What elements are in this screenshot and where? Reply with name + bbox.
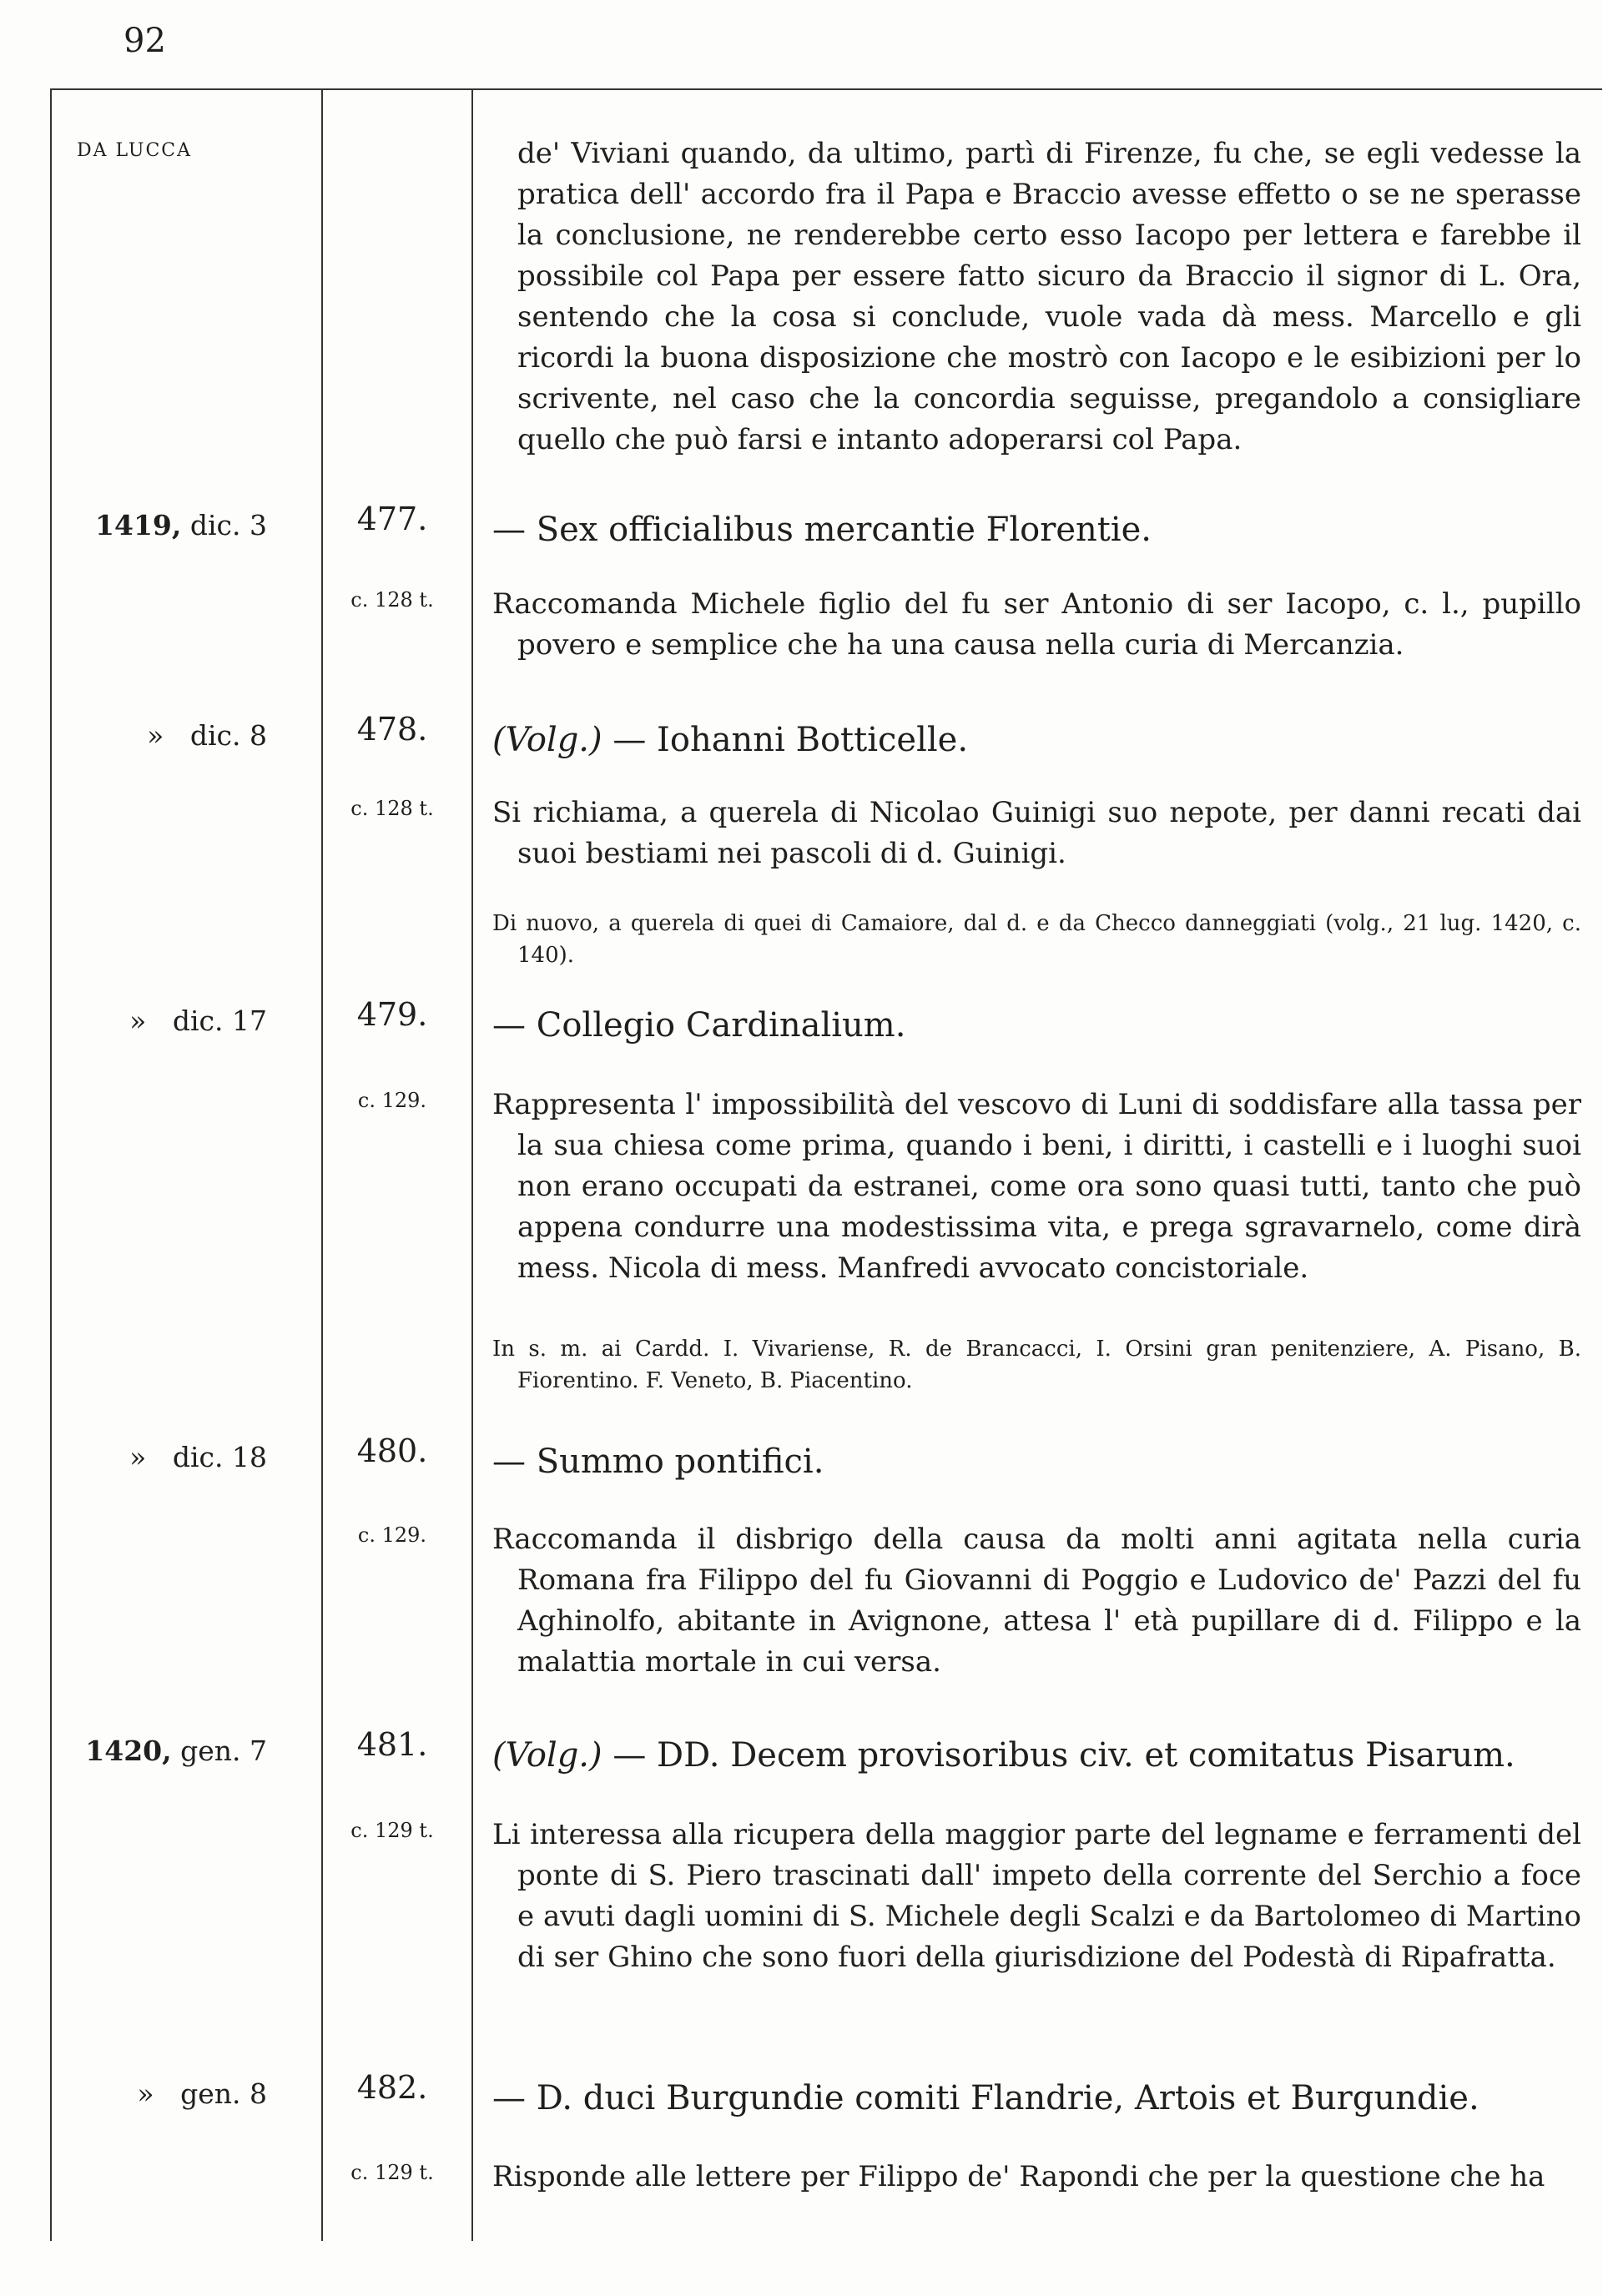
entry-note: Di nuovo, a querela di quei di Camaiore, dal d. e da Checco danneggiati (volg., 21 lug. 1420, c. 140). bbox=[492, 911, 1581, 968]
entry-text: Raccomanda Michele figlio del fu ser Antonio di ser Iacopo, c. l., pupillo povero e semplice che ha una causa nella curia di Mercanzia. bbox=[492, 587, 1581, 662]
entry-date: 1419, dic. 3 bbox=[95, 509, 267, 541]
entry-number: 480. bbox=[356, 1432, 428, 1469]
entry-number: 481. bbox=[356, 1726, 428, 1763]
entry-date: 1420, gen. 7 bbox=[85, 1735, 267, 1767]
entry-text: Si richiama, a querela di Nicolao Guinigi suo nepote, per danni recati dai suoi bestiami nei pascoli di d. Guinigi. bbox=[492, 796, 1581, 870]
entry-date: » dic. 18 bbox=[129, 1441, 267, 1473]
column-divider bbox=[471, 88, 473, 2241]
column-label: DA LUCCA bbox=[77, 140, 193, 161]
entry-date: » dic. 8 bbox=[147, 719, 267, 752]
entry-ref: c. 129 t. bbox=[350, 1819, 434, 1842]
entry-ref: c. 129 t. bbox=[350, 2161, 434, 2184]
continuation-text: de' Viviani quando, da ultimo, partì di Firenze, fu che, se egli vedesse la pratica dell' accordo fra il Papa e Braccio avesse effetto o se ne sperasse la conclusione, ne renderebbe certo esso Iacopo per lettera e farebbe il possibile col Papa per essere fatto sicuro da Braccio il signor di L. Ora, sentendo che la cosa si conclude, vuole vada dà mess. Marcello e gli ricordi la buona disposizione che mostrò con Iacopo e le esibizioni per lo scrivente, nel caso che la concordia seguisse, pregandolo a consigliare quello che può farsi e intanto adoperarsi col Papa. bbox=[517, 137, 1581, 456]
entry-date: » dic. 17 bbox=[129, 1004, 267, 1037]
column-divider bbox=[321, 88, 323, 2241]
entry-ref: c. 129. bbox=[357, 1089, 427, 1112]
entry-ref: c. 128 t. bbox=[350, 797, 434, 820]
entry-title: (Volg.) — DD. Decem provisoribus civ. et comitatus Pisarum. bbox=[492, 1736, 1515, 1775]
entry-date: » gen. 8 bbox=[137, 2077, 267, 2110]
entry-number: 482. bbox=[356, 2069, 428, 2106]
entry-title: — Sex officialibus mercantie Florentie. bbox=[492, 511, 1152, 549]
top-rule bbox=[50, 88, 1602, 90]
entry-number: 477. bbox=[356, 501, 428, 537]
entry-text: Risponde alle lettere per Filippo de' Rapondi che per la questione che ha bbox=[492, 2160, 1545, 2193]
entry-title: — D. duci Burgundie comiti Flandrie, Artois et Burgundie. bbox=[492, 2079, 1479, 2117]
entry-text: Li interessa alla ricupera della maggior parte del legname e ferramenti del ponte di S. Piero trascinati dall' impeto della corrente del Serchio a foce e avuti dagli uomini di S. Michele degli Scalzi e da Bartolomeo di Martino di ser Ghino che sono fuori della giurisdizione del Podestà di Ripafratta. bbox=[492, 1818, 1581, 1974]
column-divider bbox=[50, 88, 52, 2241]
entry-number: 478. bbox=[356, 711, 428, 748]
entry-title: (Volg.) — Iohanni Botticelle. bbox=[492, 721, 969, 759]
entry-number: 479. bbox=[356, 996, 428, 1033]
entry-title: — Summo pontifici. bbox=[492, 1443, 824, 1481]
entry-note: In s. m. ai Cardd. I. Vivariense, R. de Brancacci, I. Orsini gran penitenziere, A. Pisano, B. Fiorentino. F. Veneto, B. Piacentino. bbox=[492, 1337, 1581, 1393]
entry-text: Rappresenta l' impossibilità del vescovo di Luni di soddisfare alla tassa per la sua chiesa come prima, quando i beni, i diritti, i castelli e i luoghi suoi non erano occupati da estranei, come ora sono quasi tutti, tanto che può appena condurre una modestissima vita, e prega sgravarnelo, come dirà mess. Nicola di mess. Manfredi avvocato concistoriale. bbox=[492, 1088, 1581, 1285]
entry-title: — Collegio Cardinalium. bbox=[492, 1006, 906, 1045]
entry-ref: c. 128 t. bbox=[350, 588, 434, 612]
entry-text: Raccomanda il disbrigo della causa da molti anni agitata nella curia Romana fra Filippo del fu Giovanni di Poggio e Ludovico de' Pazzi del fu Aghinolfo, abitante in Avignone, attesa l' età pupillare di d. Filippo e la malattia mortale in cui versa. bbox=[492, 1523, 1581, 1679]
entry-ref: c. 129. bbox=[357, 1523, 427, 1547]
page-number: 92 bbox=[124, 22, 166, 60]
